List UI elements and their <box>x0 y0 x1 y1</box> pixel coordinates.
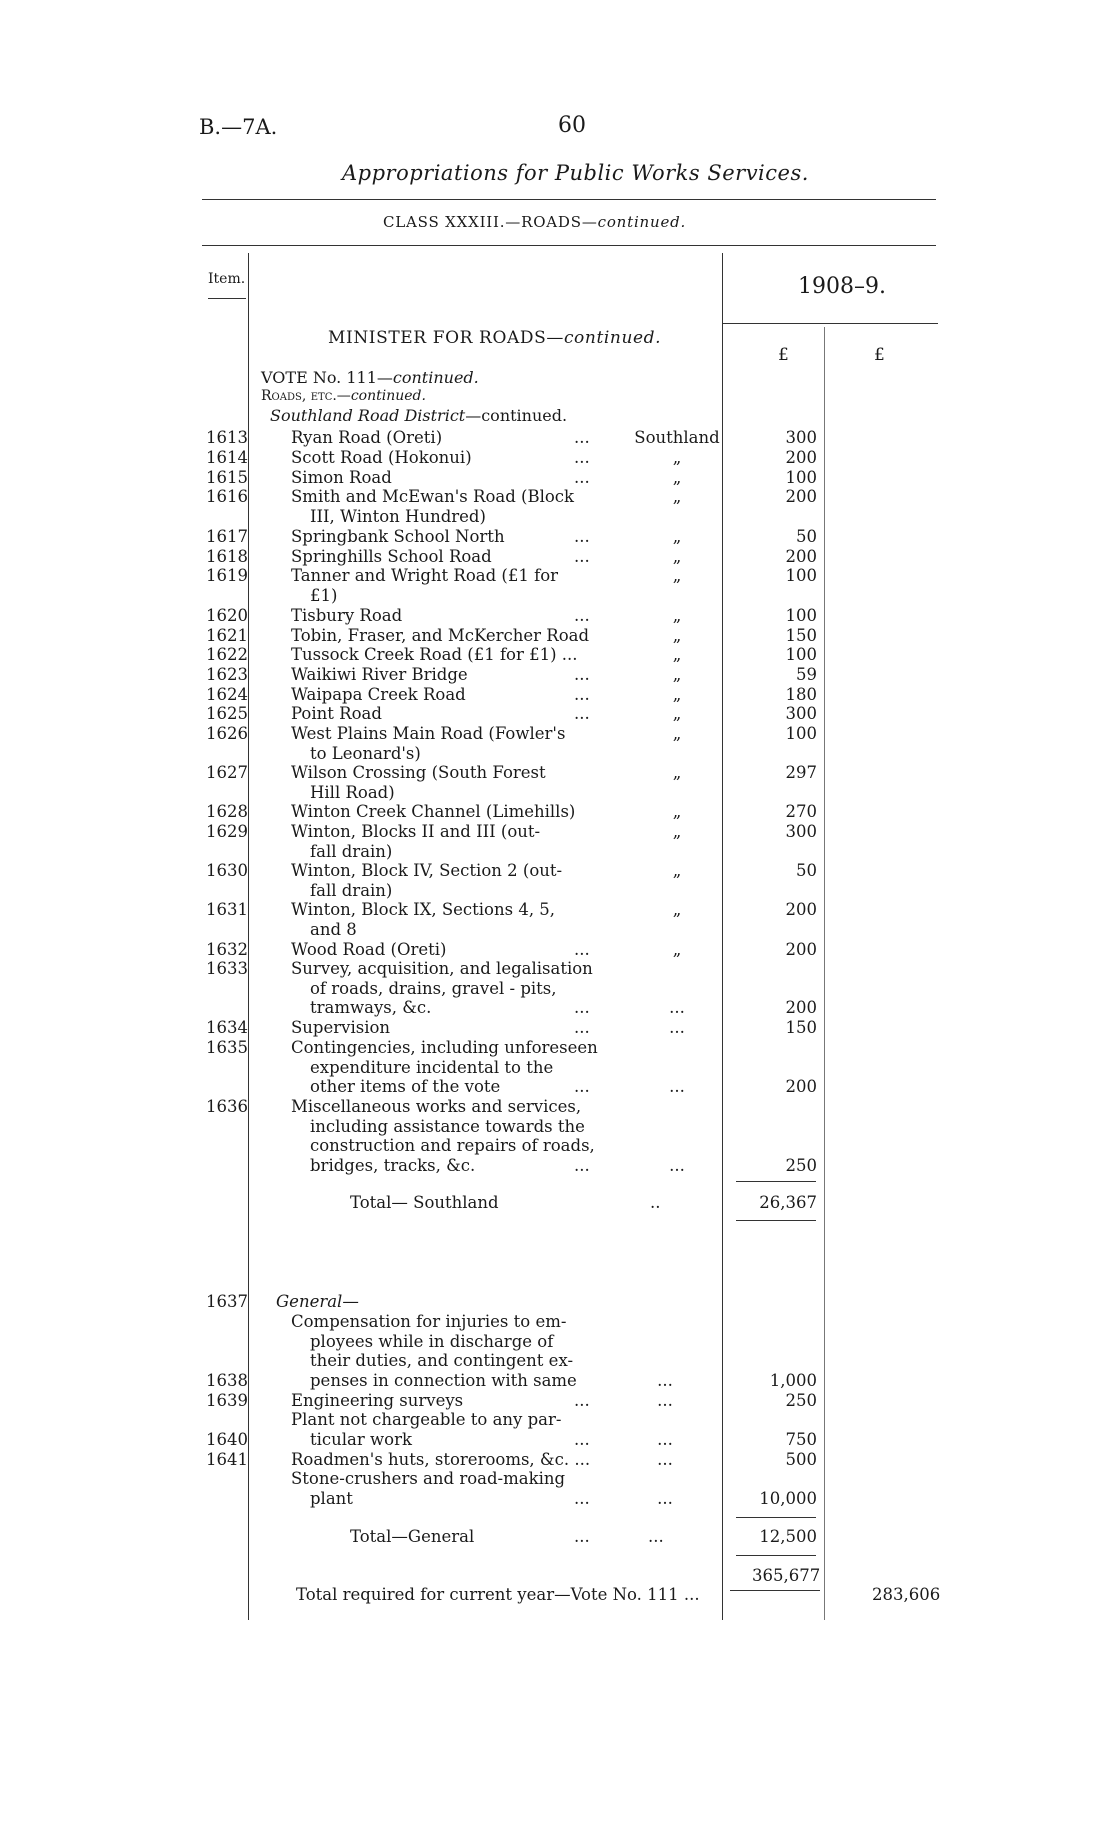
grand-subtotal-amount: 365,677 <box>752 1566 821 1585</box>
page-title: Appropriations for Public Works Services. <box>342 161 809 185</box>
page-number: 60 <box>558 113 586 138</box>
total-southland-amount: 26,367 <box>759 1193 817 1212</box>
general-total-rule-bottom <box>736 1555 816 1556</box>
item-column-rule <box>248 253 249 1620</box>
total-general-label: Total—General <box>350 1527 475 1546</box>
grand-total-label: Total required for current year—Vote No. 111 ... <box>296 1585 700 1604</box>
grand-total-rule <box>730 1590 820 1591</box>
header-rule-bottom <box>202 245 936 246</box>
year-column-rule <box>722 253 723 1620</box>
total-southland-label: Total— Southland <box>350 1193 499 1212</box>
item-column-header: Item. <box>208 271 246 287</box>
pound-symbol-items: £ <box>778 345 789 365</box>
total-general-dots-2: ... <box>648 1527 664 1546</box>
year-header-rule <box>723 323 938 324</box>
subtotal-rule-bottom <box>736 1220 816 1221</box>
item-header-rule <box>208 298 246 299</box>
general-heading: General— <box>276 1292 359 1311</box>
grand-total-amount: 283,606 <box>872 1585 941 1604</box>
minister-heading: MINISTER FOR ROADS—continued. <box>328 328 662 348</box>
pound-symbol-totals: £ <box>874 345 885 365</box>
general-total-rule-top <box>736 1517 816 1518</box>
amount-column-rule <box>824 327 825 1620</box>
class-heading: CLASS XXXIII.—ROADS—continued. <box>383 213 687 231</box>
total-general-amount: 12,500 <box>759 1527 817 1546</box>
roads-heading: Roads, etc.—continued. <box>261 388 426 404</box>
subtotal-rule-top <box>736 1181 816 1182</box>
total-southland-dots: .. <box>650 1193 661 1212</box>
header-rule-top <box>202 199 936 200</box>
document-reference: B.—7A. <box>199 115 278 139</box>
district-heading: Southland Road District—continued. <box>270 406 568 425</box>
year-column-header: 1908–9. <box>798 274 886 299</box>
total-general-dots: ... <box>574 1527 590 1546</box>
vote-heading: VOTE No. 111—continued. <box>261 368 479 387</box>
